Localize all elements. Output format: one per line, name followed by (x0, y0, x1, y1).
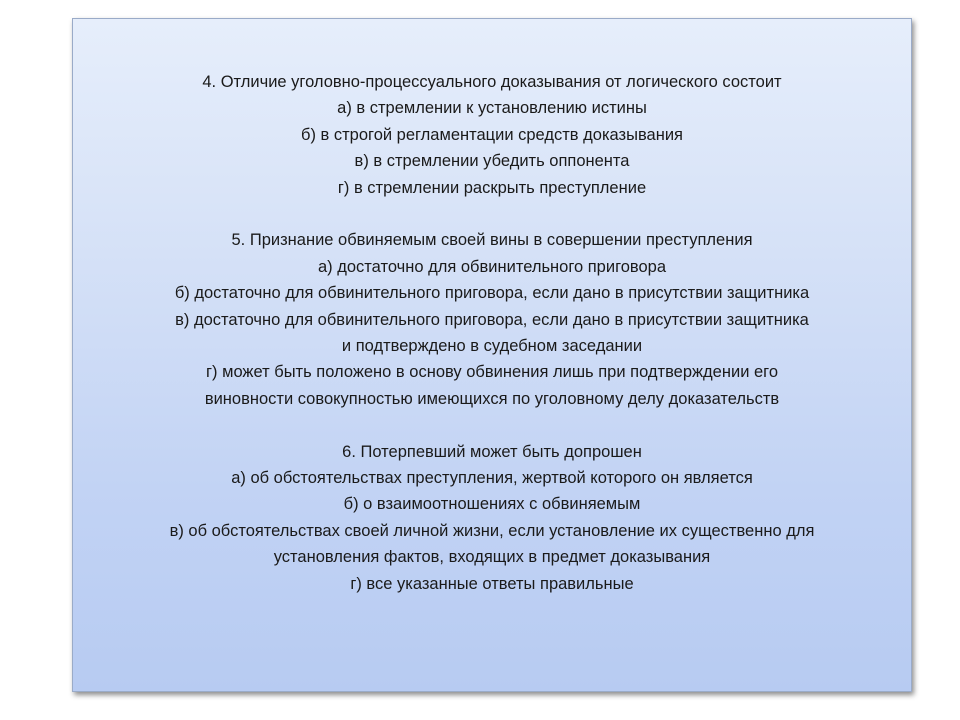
option-v: в) в стремлении убедить оппонента (354, 152, 630, 171)
option-b: б) о взаимоотношениях с обвиняемым (343, 495, 641, 514)
option-a: а) достаточно для обвинительного приговора (317, 257, 667, 276)
option-a: а) в стремлении к установлению истины (337, 99, 647, 118)
option-b: б) в строгой регламентации средств доказывания (301, 125, 683, 144)
question-title: 5. Признание обвиняемым своей вины в совершении преступления (231, 231, 753, 250)
slide-text-box (72, 18, 912, 692)
option-v-continued: установления фактов, входящих в предмет доказывания (273, 548, 711, 567)
option-g: г) в стремлении раскрыть преступление (337, 178, 647, 197)
option-v: в) об обстоятельствах своей личной жизни, если установление их существенно для (169, 521, 815, 540)
question-title: 6. Потерпевший может быть допрошен (342, 442, 642, 461)
option-v-continued: и подтверждено в судебном заседании (341, 337, 643, 356)
option-v: в) достаточно для обвинительного приговора, если дано в присутствии защитника (175, 310, 809, 329)
question-4 (73, 69, 911, 201)
question-5 (73, 227, 911, 412)
option-g-continued: виновности совокупностью имеющихся по уголовному делу доказательств (204, 389, 780, 408)
option-g: г) может быть положено в основу обвинения лишь при подтверждении его (206, 363, 778, 382)
option-a: а) об обстоятельствах преступления, жертвой которого он является (231, 469, 753, 488)
question-6 (73, 439, 911, 597)
question-title: 4. Отличие уголовно-процессуального доказывания от логического состоит (202, 73, 782, 91)
option-b: б) достаточно для обвинительного приговора, если дано в присутствии защитника (174, 284, 810, 303)
quiz-content (73, 69, 911, 597)
option-g: г) все указанные ответы правильные (350, 574, 634, 593)
